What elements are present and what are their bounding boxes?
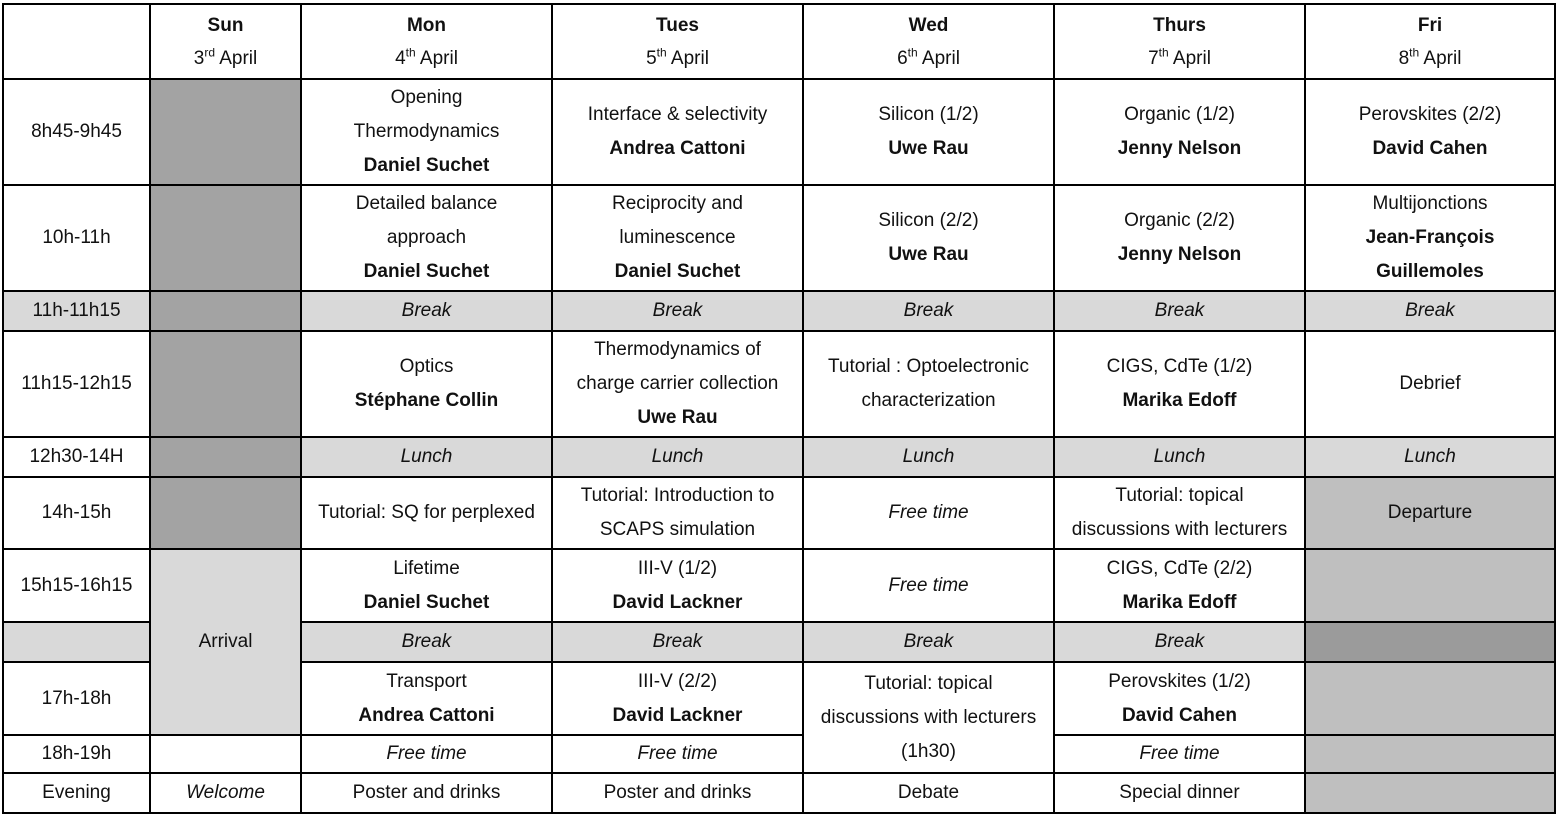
lunch-cell-tue: Lunch bbox=[552, 437, 803, 477]
time-cell: 8h45-9h45 bbox=[3, 79, 150, 185]
schedule-table bbox=[2, 3, 1556, 814]
time-cell: 12h30-14H bbox=[3, 437, 150, 477]
evening-cell-tue: Poster and drinks bbox=[552, 773, 803, 813]
empty-cell-sun bbox=[150, 331, 301, 437]
session-cell-fri: Perovskites (2/2) David Cahen bbox=[1305, 79, 1555, 185]
session-cell-tue: Tutorial: Introduction to SCAPS simulation bbox=[552, 477, 803, 549]
session-cell-wed: Silicon (1/2) Uwe Rau bbox=[803, 79, 1054, 185]
session-cell-fri: Debrief bbox=[1305, 331, 1555, 437]
schedule-row-1515 bbox=[3, 549, 1555, 622]
speaker-name: Marika Edoff bbox=[1122, 390, 1237, 411]
empty-cell-sun bbox=[150, 437, 301, 477]
arrival-cell-sun: Arrival bbox=[150, 549, 301, 735]
break-cell-tue: Break bbox=[552, 622, 803, 662]
session-cell-wed: Tutorial : Optoelectronic characterization bbox=[803, 331, 1054, 437]
session-cell-wed: Tutorial: topical discussions with lecturers (1h30) bbox=[803, 662, 1054, 773]
session-cell-thu: Perovskites (1/2) David Cahen bbox=[1054, 662, 1305, 735]
speaker-name: Marika Edoff bbox=[1122, 591, 1237, 613]
evening-cell-sun: Welcome bbox=[150, 773, 301, 813]
schedule-row-0845 bbox=[3, 79, 1555, 185]
lunch-cell-fri: Lunch bbox=[1305, 437, 1555, 477]
free-time-cell-wed: Free time bbox=[803, 477, 1054, 549]
speaker-name: Uwe Rau bbox=[888, 244, 969, 265]
free-time-cell-thu: Free time bbox=[1054, 735, 1305, 773]
speaker-name: Daniel Suchet bbox=[363, 261, 490, 282]
break-cell-thu: Break bbox=[1054, 622, 1305, 662]
speaker-name: Daniel Suchet bbox=[363, 591, 490, 613]
schedule-row-evening bbox=[3, 773, 1555, 813]
speaker-name: Uwe Rau bbox=[637, 407, 718, 428]
session-cell-mon: Lifetime Daniel Suchet bbox=[301, 549, 552, 622]
day-header-fri: Fri 8th April bbox=[1305, 4, 1555, 79]
empty-cell-sun bbox=[150, 477, 301, 549]
empty-cell-sun bbox=[150, 291, 301, 331]
schedule-wrapper bbox=[2, 3, 1556, 814]
speaker-name: Daniel Suchet bbox=[614, 261, 741, 282]
lunch-cell-wed: Lunch bbox=[803, 437, 1054, 477]
free-time-cell-wed: Free time bbox=[803, 549, 1054, 622]
day-header-mon: Mon 4th April bbox=[301, 4, 552, 79]
session-cell-fri: Multijonctions Jean-François Guillemoles bbox=[1305, 185, 1555, 291]
lunch-cell-thu: Lunch bbox=[1054, 437, 1305, 477]
session-cell-mon: Optics Stéphane Collin bbox=[301, 331, 552, 437]
time-cell: 17h-18h bbox=[3, 662, 150, 735]
break-cell-thu: Break bbox=[1054, 291, 1305, 331]
departure-cell-fri: Departure bbox=[1305, 477, 1555, 549]
time-cell: 11h15-12h15 bbox=[3, 331, 150, 437]
speaker-name: Daniel Suchet bbox=[363, 155, 490, 176]
empty-cell-fri bbox=[1305, 662, 1555, 735]
speaker-name: David Cahen bbox=[1372, 138, 1488, 159]
empty-cell-sun bbox=[150, 185, 301, 291]
speaker-name: Jenny Nelson bbox=[1117, 244, 1242, 265]
day-header-wed: Wed 6th April bbox=[803, 4, 1054, 79]
evening-cell-mon: Poster and drinks bbox=[301, 773, 552, 813]
empty-cell-fri bbox=[1305, 549, 1555, 622]
session-cell-mon: Opening Thermodynamics Daniel Suchet bbox=[301, 79, 552, 185]
time-cell: 10h-11h bbox=[3, 185, 150, 291]
time-cell: Evening bbox=[3, 773, 150, 813]
evening-cell-thu: Special dinner bbox=[1054, 773, 1305, 813]
speaker-name: Andrea Cattoni bbox=[358, 704, 495, 726]
session-cell-tue: Interface & selectivity Andrea Cattoni bbox=[552, 79, 803, 185]
speaker-name: Stéphane Collin bbox=[354, 390, 499, 411]
time-cell: 11h-11h15 bbox=[3, 291, 150, 331]
empty-cell-fri bbox=[1305, 773, 1555, 813]
session-cell-tue: Reciprocity and luminescence Daniel Suchet bbox=[552, 185, 803, 291]
break-cell-mon: Break bbox=[301, 622, 552, 662]
lunch-cell-mon: Lunch bbox=[301, 437, 552, 477]
session-cell-tue: Thermodynamics of charge carrier collection Uwe Rau bbox=[552, 331, 803, 437]
speaker-name: Uwe Rau bbox=[888, 138, 969, 159]
time-cell bbox=[3, 622, 150, 662]
session-cell-mon: Tutorial: SQ for perplexed bbox=[301, 477, 552, 549]
empty-cell-sun bbox=[150, 735, 301, 773]
speaker-name: David Lackner bbox=[612, 591, 743, 613]
header-row bbox=[3, 4, 1555, 79]
speaker-name: Jenny Nelson bbox=[1117, 138, 1242, 159]
day-header-tue: Tues 5th April bbox=[552, 4, 803, 79]
schedule-row-break1 bbox=[3, 291, 1555, 331]
time-cell: 14h-15h bbox=[3, 477, 150, 549]
day-header-thu: Thurs 7th April bbox=[1054, 4, 1305, 79]
session-cell-thu: CIGS, CdTe (2/2) Marika Edoff bbox=[1054, 549, 1305, 622]
session-cell-tue: III-V (1/2) David Lackner bbox=[552, 549, 803, 622]
schedule-row-lunch bbox=[3, 437, 1555, 477]
speaker-name: David Lackner bbox=[612, 704, 743, 726]
schedule-row-1400 bbox=[3, 477, 1555, 549]
session-cell-tue: III-V (2/2) David Lackner bbox=[552, 662, 803, 735]
evening-cell-wed: Debate bbox=[803, 773, 1054, 813]
empty-cell-fri bbox=[1305, 735, 1555, 773]
free-time-cell-mon: Free time bbox=[301, 735, 552, 773]
time-cell: 15h15-16h15 bbox=[3, 549, 150, 622]
session-cell-mon: Transport Andrea Cattoni bbox=[301, 662, 552, 735]
schedule-row-1115 bbox=[3, 331, 1555, 437]
speaker-name: Jean-François bbox=[1365, 227, 1495, 248]
break-cell-wed: Break bbox=[803, 622, 1054, 662]
break-cell-mon: Break bbox=[301, 291, 552, 331]
session-cell-thu: Organic (1/2) Jenny Nelson bbox=[1054, 79, 1305, 185]
free-time-cell-tue: Free time bbox=[552, 735, 803, 773]
speaker-name: Andrea Cattoni bbox=[609, 138, 746, 159]
session-cell-thu: Organic (2/2) Jenny Nelson bbox=[1054, 185, 1305, 291]
time-cell: 18h-19h bbox=[3, 735, 150, 773]
empty-cell-sun bbox=[150, 79, 301, 185]
schedule-row-1800 bbox=[3, 735, 1555, 773]
break-cell-fri: Break bbox=[1305, 291, 1555, 331]
empty-cell-fri bbox=[1305, 622, 1555, 662]
corner-cell bbox=[3, 4, 150, 79]
speaker-name: Guillemoles bbox=[1376, 261, 1484, 282]
session-cell-thu: CIGS, CdTe (1/2) Marika Edoff bbox=[1054, 331, 1305, 437]
session-cell-thu: Tutorial: topical discussions with lecturers bbox=[1054, 477, 1305, 549]
speaker-name: David Cahen bbox=[1121, 704, 1238, 726]
schedule-row-1000 bbox=[3, 185, 1555, 291]
session-cell-wed: Silicon (2/2) Uwe Rau bbox=[803, 185, 1054, 291]
break-cell-wed: Break bbox=[803, 291, 1054, 331]
session-cell-mon: Detailed balance approach Daniel Suchet bbox=[301, 185, 552, 291]
day-header-sun: Sun 3rd April bbox=[150, 4, 301, 79]
break-cell-tue: Break bbox=[552, 291, 803, 331]
